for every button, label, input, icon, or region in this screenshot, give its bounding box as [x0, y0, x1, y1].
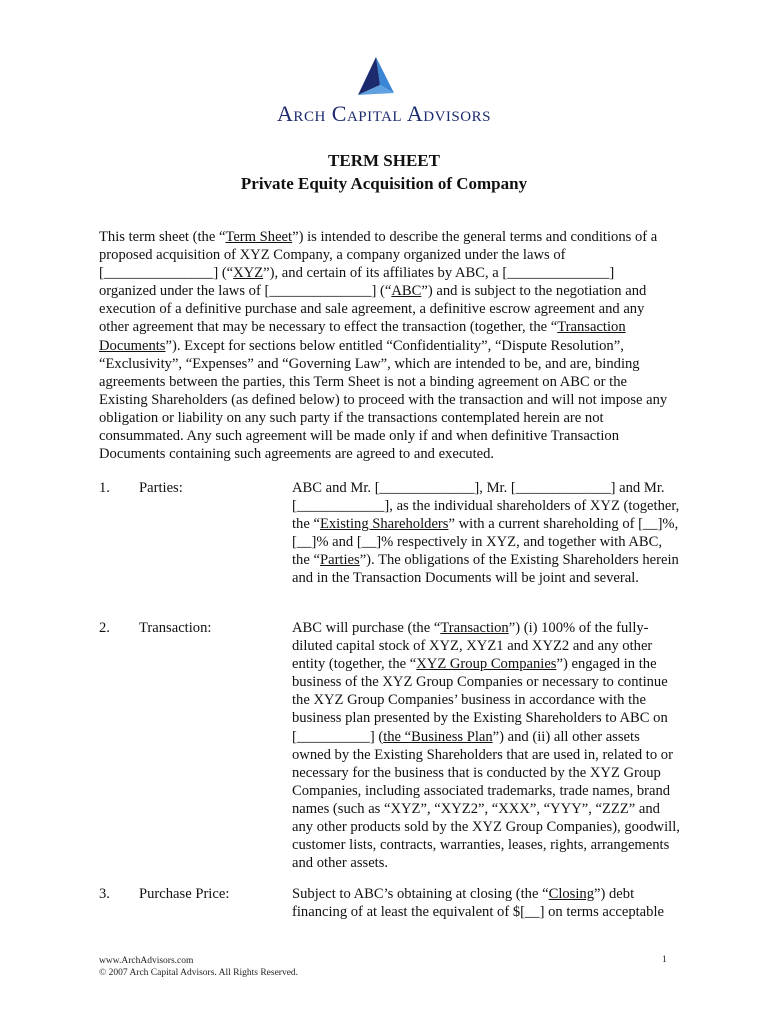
section-number: 3.	[99, 886, 110, 902]
text-run: ”). The obligations of the Existing Shareholders herein and in the Transaction Documents will be joint and several.	[292, 552, 679, 587]
text-run: Subject to ABC’s obtaining at closing (the “	[292, 886, 549, 902]
defined-term: XYZ	[233, 265, 264, 282]
text-run: ”) engaged in the business of the XYZ Group Companies or necessary to continue the XYZ Group Companies’ business in accordance with the business plan presented by the Existing Shareholders to ABC on [__________] (	[292, 656, 668, 745]
section-number: 2.	[99, 620, 110, 636]
intro-paragraph	[99, 228, 669, 463]
text-run: ”), and certain of its affiliates by ABC, a [______________] organized under the laws of [______________] (“	[99, 265, 615, 300]
defined-term: XYZ Group Companies	[416, 656, 557, 673]
text-run: ”) and (ii) all other assets owned by the Existing Shareholders that are used in, related to or necessary for the business that is conducted by the XYZ Group Companies, including associated trademarks, trade names, brand names (such as “XYZ”, “XYZ2”, “XXX”, “YYY”, “ZZZ” and any other products sold by the XYZ Group Companies), goodwill, customer lists, contracts, warranties, leases, rights, arrangements and other assets.	[292, 728, 680, 872]
defined-term: Transaction	[440, 620, 509, 636]
section-label: Transaction:	[139, 620, 212, 636]
footer-copyright: © 2007 Arch Capital Advisors. All Rights Reserved.	[99, 968, 299, 978]
defined-term: the “Business Plan	[383, 728, 493, 745]
section-body	[292, 619, 682, 872]
section-label: Parties:	[139, 480, 183, 496]
brand-name: Arch Capital Advisors	[277, 101, 491, 126]
defined-term: Transaction Documents	[99, 319, 626, 354]
text-run: ”) debt financing of at least the equivalent of $[__] on terms acceptable	[292, 886, 664, 921]
section-label: Purchase Price:	[139, 886, 230, 902]
arch-logo-icon	[356, 55, 396, 99]
defined-term: Term Sheet	[225, 229, 293, 245]
text-run: ”) and is subject to the negotiation and execution of a definitive purchase and sale agreement, a definitive escrow agreement and any other agreement that may be necessary to effect the transaction (together, the “	[99, 283, 647, 336]
text-run: This term sheet (the “	[99, 229, 226, 245]
defined-term: Parties	[319, 552, 360, 569]
document-title: TERM SHEET	[328, 151, 440, 170]
section-number: 1.	[99, 480, 110, 496]
section-body	[292, 885, 682, 921]
page-footer	[99, 955, 298, 979]
defined-term: Existing Shareholders	[319, 516, 449, 533]
footer-website-link[interactable]: www.ArchAdvisors.com	[99, 956, 194, 966]
text-run: ”). Except for sections below entitled “Confidentiality”, “Dispute Resolution”, “Exclusivity”, “Expenses” and “Governing Law”, which are intended to be, and are, binding agreements between the parties, this Term Sheet is not a binding agreement on ABC or the Existing Shareholders (as defined below) to proceed with the transaction and will not impose any obligation or liability on any such party if the transactions contemplated herein are not consummated. Any such agreement will be made only if and when definitive Transaction Documents containing such agreements are agreed to and executed.	[99, 337, 668, 463]
text-run: ”) is intended to describe the general terms and conditions of a proposed acquisition of XYZ Company, a company organized under the laws of [_______________] (“	[99, 229, 658, 282]
text-run: ABC will purchase (the “	[292, 620, 441, 636]
page-number: 1	[662, 955, 667, 965]
text-run: ” with a current shareholding of [__]%, [__]% and [__]% respectively in XYZ, and together with ABC, the “	[292, 516, 679, 569]
defined-term: ABC	[391, 283, 422, 300]
text-run: ABC and Mr. [_____________], Mr. [_____________] and Mr. [____________], as the individual shareholders of XYZ (together, the “	[292, 480, 680, 533]
section-body	[292, 479, 682, 588]
document-subtitle: Private Equity Acquisition of Company	[240, 174, 528, 193]
defined-term: Closing	[548, 886, 595, 902]
text-run: ”) (i) 100% of the fully-diluted capital stock of XYZ, XYZ1 and XYZ2 and any other entity (together, the “	[292, 620, 653, 673]
